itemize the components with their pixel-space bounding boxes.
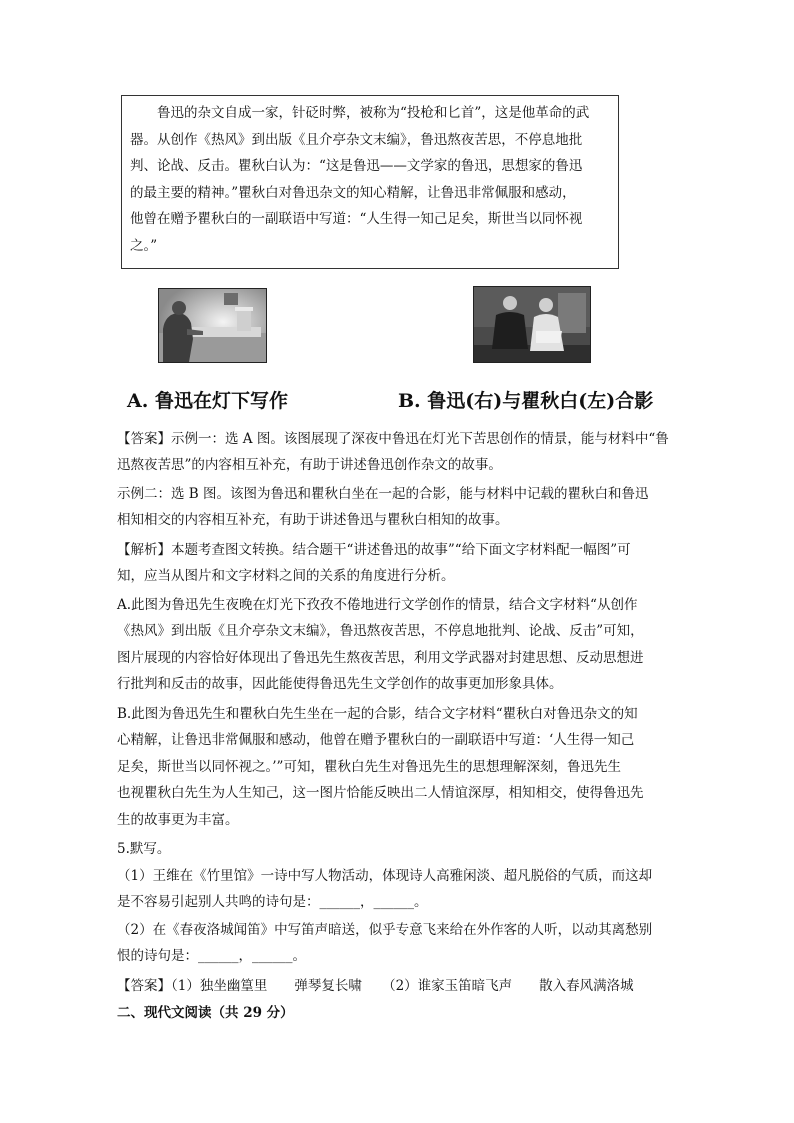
answer-line: 相知相交的内容相互补充，有助于讲述鲁迅与瞿秋白相知的故事。: [117, 512, 509, 528]
passage-line: 的最主要的精神。”瞿秋白对鲁迅杂文的知心精解，让鲁迅非常佩服和感动，: [130, 184, 576, 201]
analysis-line: 足矣，斯世当以同怀视之。’”可知，瞿秋白先生对鲁迅先生的思想理解深刻，鲁迅先生: [117, 759, 621, 775]
analysis-line: 心精解，让鲁迅非常佩服和感动，他曾在赠予瞿秋白的一副联语中写道：‘人生得一知己: [117, 732, 635, 748]
answer-line: 迅熬夜苦思”的内容相互补充，有助于讲述鲁迅创作杂文的故事。: [117, 457, 502, 473]
analysis-line: 生的故事更为丰富。: [117, 812, 239, 828]
analysis-line: 知，应当从图片和文字材料之间的关系的角度进行分析。: [117, 568, 455, 584]
caption-b: B. 鲁迅(右)与瞿秋白(左)合影: [398, 390, 654, 412]
question-line: （2）在《春夜洛城闻笛》中写笛声暗送，似乎专意飞来给在外作客的人听，以动其离愁别: [117, 922, 653, 938]
question-line: 是不容易引起别人共鸣的诗句是：______，______。: [117, 894, 428, 910]
analysis-line: 【解析】本题考查图文转换。结合题干“讲述鲁迅的故事”“给下面文字材料配一幅图”可: [117, 542, 631, 558]
question-line: （1）王维在《竹里馆》一诗中写人物活动，体现诗人高雅闲淡、超凡脱俗的气质，而这却: [117, 868, 653, 884]
analysis-line: 行批判和反击的故事，因此能使得鲁迅先生文学创作的故事更加形象具体。: [117, 676, 563, 692]
question-5-title: 5.默写。: [117, 841, 171, 857]
answer-line: 【答案】（1）独坐幽篁里 弹琴复长啸 （2）谁家玉笛暗飞声 散入春风满洛城: [117, 978, 634, 994]
photo-luxun-writing: [158, 288, 267, 363]
analysis-line: 图片展现的内容恰好体现出了鲁迅先生熬夜苦思，利用文学武器对封建思想、反动思想进: [117, 650, 644, 666]
passage-line: 鲁迅的杂文自成一家，针砭时弊，被称为“投枪和匕首”，这是他革命的武: [157, 105, 590, 121]
answer-line: 【答案】示例一：选 A 图。该图展现了深夜中鲁迅在灯光下苦思创作的情景，能与材料中“鲁: [117, 431, 669, 447]
passage-line: 判、论战、反击。瞿秋白认为：“这是鲁迅——文学家的鲁迅，思想家的鲁迅: [130, 158, 583, 174]
passage-line: 他曾在赠予瞿秋白的一副联语中写道：“人生得一知己足矣，斯世当以同怀视: [130, 211, 583, 227]
analysis-line: A.此图为鲁迅先生夜晚在灯光下孜孜不倦地进行文学创作的情景，结合文字材料“从创作: [117, 597, 638, 613]
photo-luxun-qiubai: [473, 286, 591, 363]
analysis-line: 《热风》到出版《且介亭杂文末编》，鲁迅熬夜苦思，不停息地批判、论战、反击”可知，: [117, 623, 644, 639]
passage-line: 器。从创作《热风》到出版《且介亭杂文末编》，鲁迅熬夜苦思，不停息地批: [130, 131, 583, 148]
analysis-line: 也视瞿秋白先生为人生知己，这一图片恰能反映出二人情谊深厚，相知相交，使得鲁迅先: [117, 785, 644, 801]
passage-line: 之。”: [130, 237, 158, 254]
analysis-line: B.此图为鲁迅先生和瞿秋白先生坐在一起的合影，结合文字材料“瞿秋白对鲁迅杂文的知: [117, 706, 638, 722]
answer-line: 示例二：选 B 图。该图为鲁迅和瞿秋白坐在一起的合影，能与材料中记载的瞿秋白和鲁迅: [117, 486, 649, 502]
photo-luxun-qiubai-image: [474, 287, 590, 362]
photo-luxun-writing-image: [159, 289, 266, 362]
material-passage-box: [121, 95, 619, 269]
section-heading: 二、现代文阅读（共 29 分）: [117, 1005, 294, 1021]
question-line: 恨的诗句是：______，______。: [117, 948, 306, 964]
caption-a: A. 鲁迅在灯下写作: [127, 390, 288, 412]
